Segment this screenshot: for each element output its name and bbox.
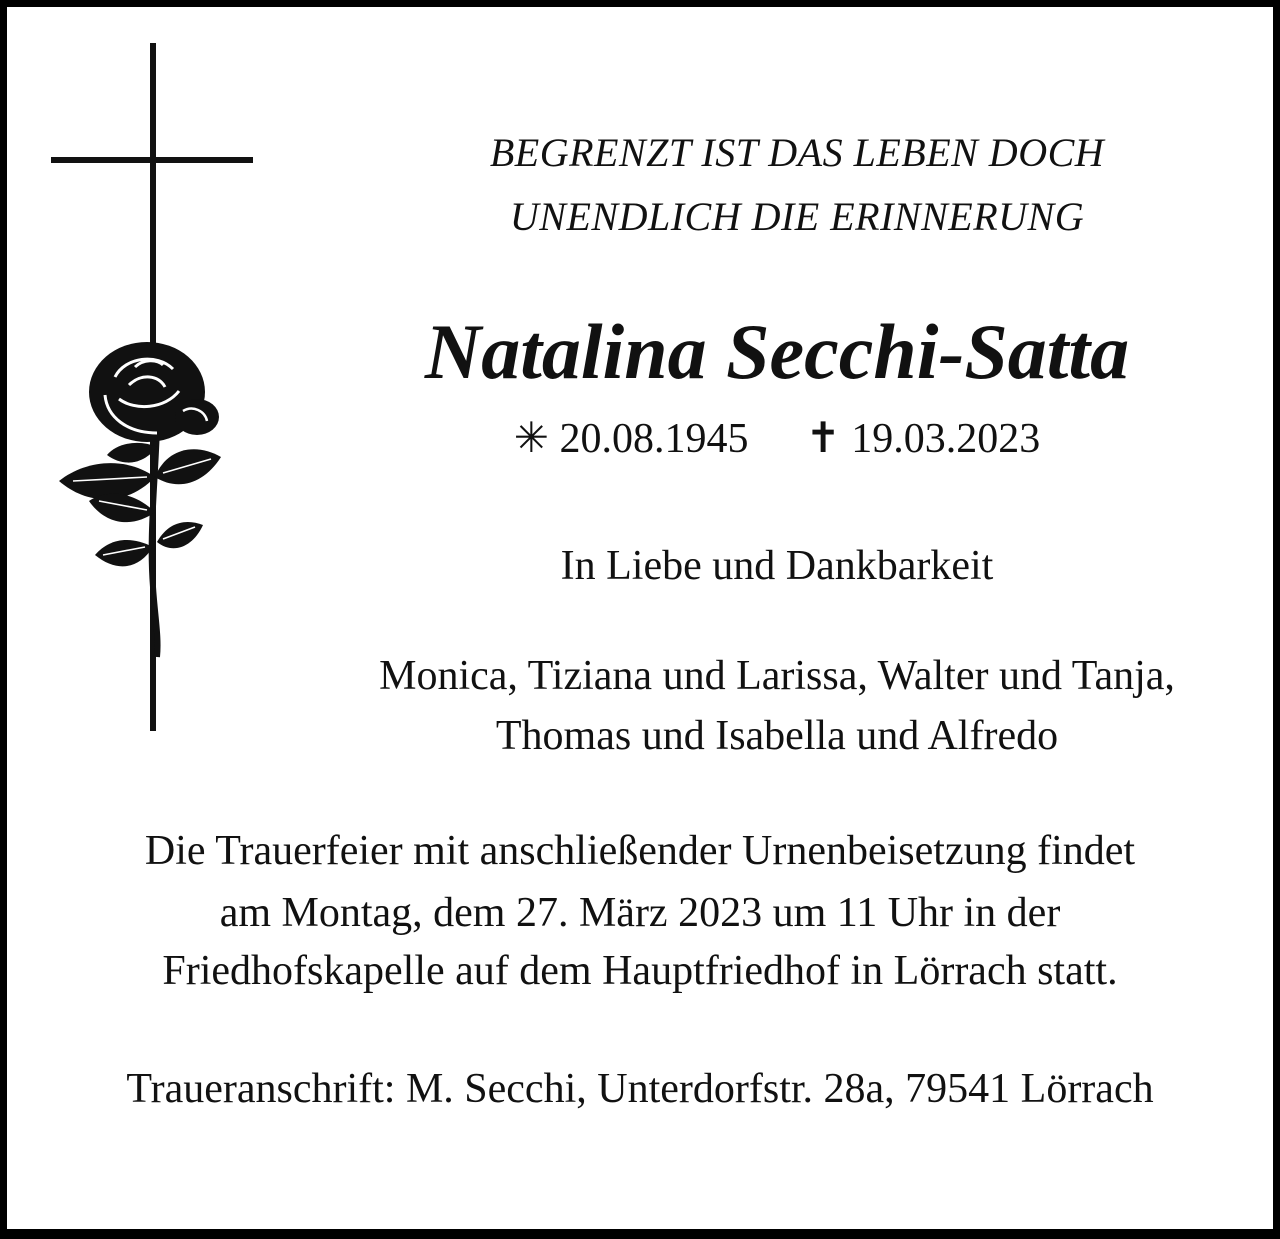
mourning-address: Traueranschrift: M. Secchi, Unterdorfstr. 28a, 79541 Lörrach [126, 1066, 1154, 1112]
death-cross-icon: ✝ [805, 416, 841, 462]
cross-with-rose-icon [7, 7, 267, 747]
birth-date: 20.08.1945 [559, 416, 749, 462]
dedication: In Liebe und Dankbarkeit [560, 543, 994, 589]
birth-star-icon: ✳ [513, 416, 549, 462]
deceased-name: Natalina Secchi-Satta [424, 308, 1130, 395]
life-dates [257, 413, 1280, 463]
ceremony-line-2: am Montag, dem 27. März 2023 um 11 Uhr in der [219, 890, 1061, 936]
mourners-line-1: Monica, Tiziana und Larissa, Walter und Tanja, [379, 653, 1175, 699]
death-date: 19.03.2023 [851, 416, 1041, 462]
obituary-notice [7, 7, 1273, 1229]
motto-line-1: BEGRENZT IST DAS LEBEN DOCH [489, 130, 1105, 175]
mourners-line-2: Thomas und Isabella und Alfredo [495, 713, 1059, 759]
ceremony-line-3: Friedhofskapelle auf dem Hauptfriedhof in Lörrach statt. [162, 948, 1118, 994]
ceremony-line-1: Die Trauerfeier mit anschließender Urnenbeisetzung findet [144, 828, 1136, 874]
motto-line-2: UNENDLICH DIE ERINNERUNG [509, 194, 1085, 239]
